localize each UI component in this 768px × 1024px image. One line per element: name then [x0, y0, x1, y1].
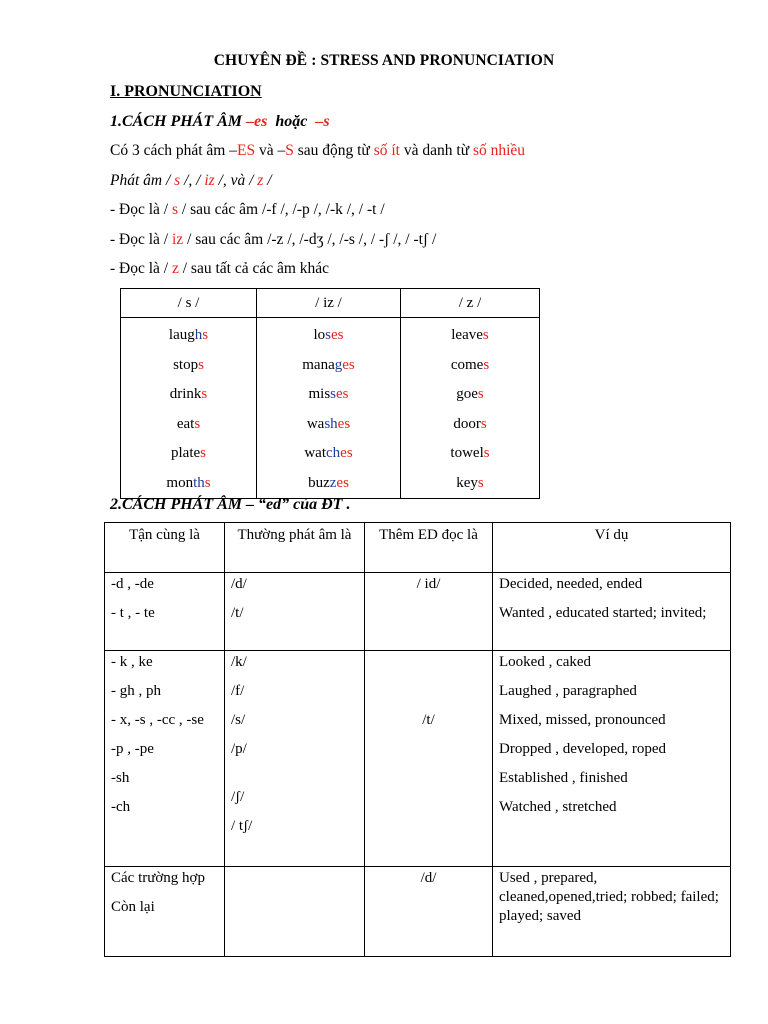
word-s-2: [121, 380, 256, 410]
example-decided: Decided, needed, ended: [499, 576, 643, 592]
word-part: drink: [169, 386, 202, 402]
word-part: es: [331, 327, 344, 343]
rule-iz-text-a: - Đọc là /: [110, 231, 172, 248]
rule-s: [110, 201, 385, 219]
word-part: s: [325, 327, 331, 343]
word-iz-3: [257, 410, 400, 440]
subheading-es: –es: [246, 113, 268, 130]
word-z-1: [401, 351, 539, 381]
example-dropped: Dropped , developed, roped: [499, 741, 667, 757]
word-part: s: [477, 474, 484, 491]
rule-iz-symbol: iz: [171, 231, 184, 248]
intro-text-c: sau động từ: [293, 142, 374, 159]
word-part: s: [330, 386, 337, 402]
word-part: s: [483, 445, 490, 461]
header-ending: Tận cùng là: [105, 523, 225, 573]
phatam-text-c: /, và /: [214, 172, 258, 189]
word-part: door: [453, 415, 481, 432]
word-part: z: [329, 474, 337, 491]
word-part: mana: [302, 356, 335, 373]
row1-sounds: [225, 573, 365, 651]
phat-am-line: [110, 172, 272, 190]
word-iz-5: [257, 469, 400, 499]
sound-s: /s/: [231, 712, 246, 728]
word-part: leave: [451, 327, 483, 343]
iz-words-column: [257, 318, 401, 499]
word-part: buz: [308, 474, 330, 491]
row1-examples: [493, 573, 731, 651]
word-part: key: [456, 474, 478, 491]
subheading-es-s: [110, 113, 330, 131]
section-heading-pronunciation: I. PRONUNCIATION: [110, 83, 262, 100]
rule-z-text-b: / sau tất cả các âm khác: [178, 260, 330, 277]
word-z-4: [401, 439, 539, 469]
word-iz-0: [257, 321, 400, 351]
word-part: s: [194, 415, 201, 432]
word-part: laug: [168, 327, 195, 343]
word-part: es: [340, 445, 353, 461]
intro-es: ES: [236, 142, 256, 159]
rule-z: [110, 260, 329, 278]
ending-t: - t , - te: [111, 605, 155, 621]
word-part: s: [482, 327, 489, 343]
ending-other-cases: Các trường hợp: [111, 870, 205, 886]
ending-x: - x, -s , -cc , -se: [111, 712, 204, 728]
word-part: h: [194, 327, 203, 343]
subheading-s: –s: [315, 113, 330, 130]
intro-so-nhieu: số nhiều: [472, 142, 526, 159]
rule-s-symbol: s: [171, 201, 179, 218]
word-part: th: [193, 474, 205, 491]
word-part: g: [334, 356, 343, 373]
subheading-ed: 2.CÁCH PHÁT ÂM – “ed” của ĐT .: [110, 496, 351, 513]
example-laughed: Laughed , paragraphed: [499, 683, 637, 699]
example-established: Established , finished: [499, 770, 628, 786]
s-words-column: [121, 318, 257, 499]
word-iz-1: [257, 351, 400, 381]
header-iz: / iz /: [257, 289, 401, 318]
phatam-text-b: /, /: [180, 172, 205, 189]
word-part: es: [336, 474, 349, 491]
example-watched: Watched , stretched: [499, 799, 617, 815]
sound-d: /d/: [231, 576, 247, 592]
subheading-text: 1.CÁCH PHÁT ÂM: [110, 113, 247, 130]
intro-text-a: Có 3 cách phát âm –: [110, 142, 237, 159]
word-part: s: [480, 415, 487, 432]
intro-sentence: [110, 142, 525, 160]
word-part: es: [342, 356, 355, 373]
header-sound: Thường phát âm là: [225, 523, 365, 573]
ending-k: - k , ke: [111, 654, 153, 670]
word-s-4: [121, 439, 256, 469]
ending-sh: -sh: [111, 770, 130, 786]
row3-sounds: [225, 867, 365, 957]
word-z-5: [401, 469, 539, 499]
sound-p: /p/: [231, 741, 247, 757]
phatam-text-a: Phát âm /: [110, 172, 175, 189]
phatam-s: s: [174, 172, 181, 189]
word-s-0: [121, 321, 256, 351]
example-used: Used , prepared, cleaned,opened,tried; robbed; failed; played; saved: [499, 870, 719, 924]
row3-endings: [105, 867, 225, 957]
rule-s-text-b: / sau các âm /-f /, /-p /, /-k /, / -t /: [178, 201, 385, 218]
ed-pronunciation-table: [104, 522, 731, 957]
phatam-text-d: /: [263, 172, 272, 189]
row2-examples: [493, 651, 731, 867]
word-part: s: [477, 386, 484, 402]
ending-remaining: Còn lại: [111, 899, 155, 915]
intro-text-d: và danh từ: [400, 142, 473, 159]
word-part: es: [336, 386, 349, 402]
word-part: sh: [324, 415, 338, 432]
subheading-or: hoặc: [267, 113, 316, 130]
word-part: stop: [173, 356, 199, 373]
word-part: s: [483, 356, 490, 373]
intro-so-it: số ít: [373, 142, 400, 159]
sound-k: /k/: [231, 654, 247, 670]
header-example: Ví dụ: [493, 523, 731, 573]
word-part: es: [337, 415, 351, 432]
rule-s-text-a: - Đọc là /: [110, 201, 172, 218]
row2-sounds: [225, 651, 365, 867]
word-part: plate: [171, 445, 201, 461]
header-s: / s /: [121, 289, 257, 318]
ending-p: -p , -pe: [111, 741, 154, 757]
word-part: ch: [326, 445, 341, 461]
word-part: s: [204, 474, 211, 491]
page-title: CHUYÊN ĐỀ : STRESS AND PRONUNCIATION: [213, 52, 555, 69]
word-part: goe: [456, 386, 478, 402]
z-words-column: [401, 318, 540, 499]
word-z-0: [401, 321, 539, 351]
word-s-5: [121, 469, 256, 499]
word-z-3: [401, 410, 539, 440]
row2-endings: [105, 651, 225, 867]
word-part: wa: [306, 415, 325, 432]
rule-iz-text-b: / sau các âm /-z /, /-dʒ /, /-s /, / -ʃ /, / -tʃ /: [183, 231, 437, 248]
example-wanted: Wanted , educated started; invited;: [499, 605, 707, 621]
word-part: s: [201, 386, 208, 402]
example-mixed: Mixed, missed, pronounced: [499, 712, 666, 728]
ending-d: -d , -de: [111, 576, 154, 592]
intro-s: S: [285, 142, 294, 159]
row2-ed: /t/: [365, 651, 493, 867]
word-part: come: [450, 356, 484, 373]
word-iz-2: [257, 380, 400, 410]
header-ed: Thêm ED đọc là: [365, 523, 493, 573]
word-part: mis: [308, 386, 331, 402]
ending-gh: - gh , ph: [111, 683, 161, 699]
phatam-z: z: [257, 172, 264, 189]
phatam-iz: iz: [204, 172, 215, 189]
sound-f: /f/: [231, 683, 245, 699]
word-part: towel: [450, 445, 484, 461]
word-part: mon: [166, 474, 194, 491]
word-s-1: [121, 351, 256, 381]
word-s-3: [121, 410, 256, 440]
word-part: s: [198, 356, 204, 373]
word-z-2: [401, 380, 539, 410]
row3-ed: /d/: [365, 867, 493, 957]
word-part: s: [202, 327, 209, 343]
endings-s-table: [120, 288, 540, 499]
word-part: wat: [304, 445, 326, 461]
word-part: s: [200, 445, 206, 461]
sound-sh: /ʃ/: [231, 789, 245, 805]
rule-iz: [110, 231, 436, 249]
word-part: eat: [176, 415, 195, 432]
rule-z-text-a: - Đọc là /: [110, 260, 172, 277]
ending-ch: -ch: [111, 799, 131, 815]
example-looked: Looked , caked: [499, 654, 592, 670]
word-part: lo: [313, 327, 326, 343]
row3-examples: [493, 867, 731, 957]
sound-t: /t/: [231, 605, 244, 621]
word-iz-4: [257, 439, 400, 469]
intro-text-b: và –: [255, 142, 286, 159]
rule-z-symbol: z: [171, 260, 179, 277]
row1-endings: [105, 573, 225, 651]
row1-ed: / id/: [365, 573, 493, 651]
sound-ch: / tʃ/: [231, 818, 253, 834]
header-z: / z /: [401, 289, 540, 318]
